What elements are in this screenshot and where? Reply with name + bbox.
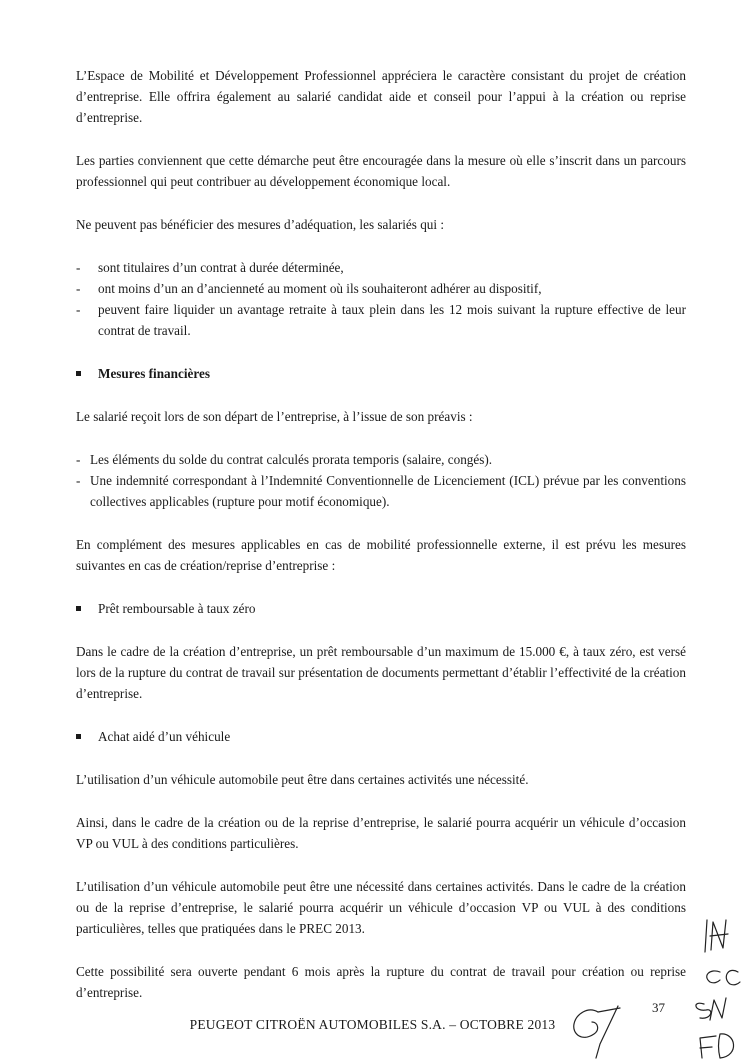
section-heading-mesures-financieres: Mesures financières [76,363,686,384]
document-body [76,65,686,1003]
square-bullet-icon [76,734,81,739]
paragraph-ne-peuvent-pas: Ne peuvent pas bénéficier des mesures d’adéquation, les salariés qui : [76,217,445,232]
subheading-achat-vehicule: Achat aidé d’un véhicule [76,726,686,747]
list-item: - Les éléments du solde du contrat calculés prorata temporis (salaire, congés). [76,452,493,467]
paragraph-en-complement: En complément des mesures applicables en cas de mobilité professionnelle externe, il est prévu les mesures suivantes en cas de création/reprise d’entreprise : [76,537,686,573]
paragraph-pret-details: Dans le cadre de la création d’entreprise, un prêt remboursable d’un maximum de 15.000 €, à taux zéro, est versé lors de la rupture du contrat de travail sur présentation de documents permettant d’établir l’effectivité de la création d’entreprise. [76,644,686,701]
square-bullet-icon [76,606,81,611]
handwritten-initials-signature [560,900,745,1060]
paragraph-utilisation-vehicule: L’utilisation d’un véhicule automobile peut être dans certaines activités une nécessité. [76,772,529,787]
list-item: - peuvent faire liquider un avantage retraite à taux plein dans les 12 mois suivant la rupture effective de leur contrat de travail. [76,302,686,338]
subheading-pret-remboursable: Prêt remboursable à taux zéro [76,598,686,619]
paragraph-utilisation-prec: L’utilisation d’un véhicule automobile peut être une nécessité dans certaines activités. Dans le cadre de la création ou de la reprise d’entreprise, le salarié pourra acquérir un véhicule d’occasion VP ou VUL à des conditions particulières, telles que pratiquées dans le PREC 2013. [76,879,686,936]
list-item: - sont titulaires d’un contrat à durée déterminée, [76,260,344,275]
square-bullet-icon [76,371,81,376]
page-number: 37 [652,1000,665,1015]
paragraph-ainsi: Ainsi, dans le cadre de la création ou de la reprise d’entreprise, le salarié pourra acquérir un véhicule d’occasion VP ou VUL à des conditions particulières. [76,815,686,851]
list-item: - ont moins d’un an d’ancienneté au moment où ils souhaiteront adhérer au dispositif, [76,281,542,296]
list-item: - Une indemnité correspondant à l’Indemnité Conventionnelle de Licenciement (ICL) prévue par les conventions collectives applicables (rupture pour motif économique). [76,473,686,509]
paragraph-parties-conviennent: Les parties conviennent que cette démarche peut être encouragée dans la mesure où elle s’inscrit dans un parcours professionnel qui peut contribuer au développement économique local. [76,153,686,189]
exclusion-list [76,257,686,341]
paragraph-espace-mobilite: L’Espace de Mobilité et Développement Professionnel appréciera le caractère consistant du projet de création d’entreprise. Elle offrira également au salarié candidat aide et conseil pour l’appui à la création ou reprise d’entreprise. [76,68,686,125]
payments-list [76,449,686,512]
paragraph-salarie-recoit: Le salarié reçoit lors de son départ de l’entreprise, à l’issue de son préavis : [76,409,473,424]
paragraph-possibilite: Cette possibilité sera ouverte pendant 6 mois après la rupture du contrat de travail pour création ou reprise d’entreprise. [76,964,686,1000]
page-footer: PEUGEOT CITROËN AUTOMOBILES S.A. – OCTOBRE 2013 [189,1017,556,1032]
